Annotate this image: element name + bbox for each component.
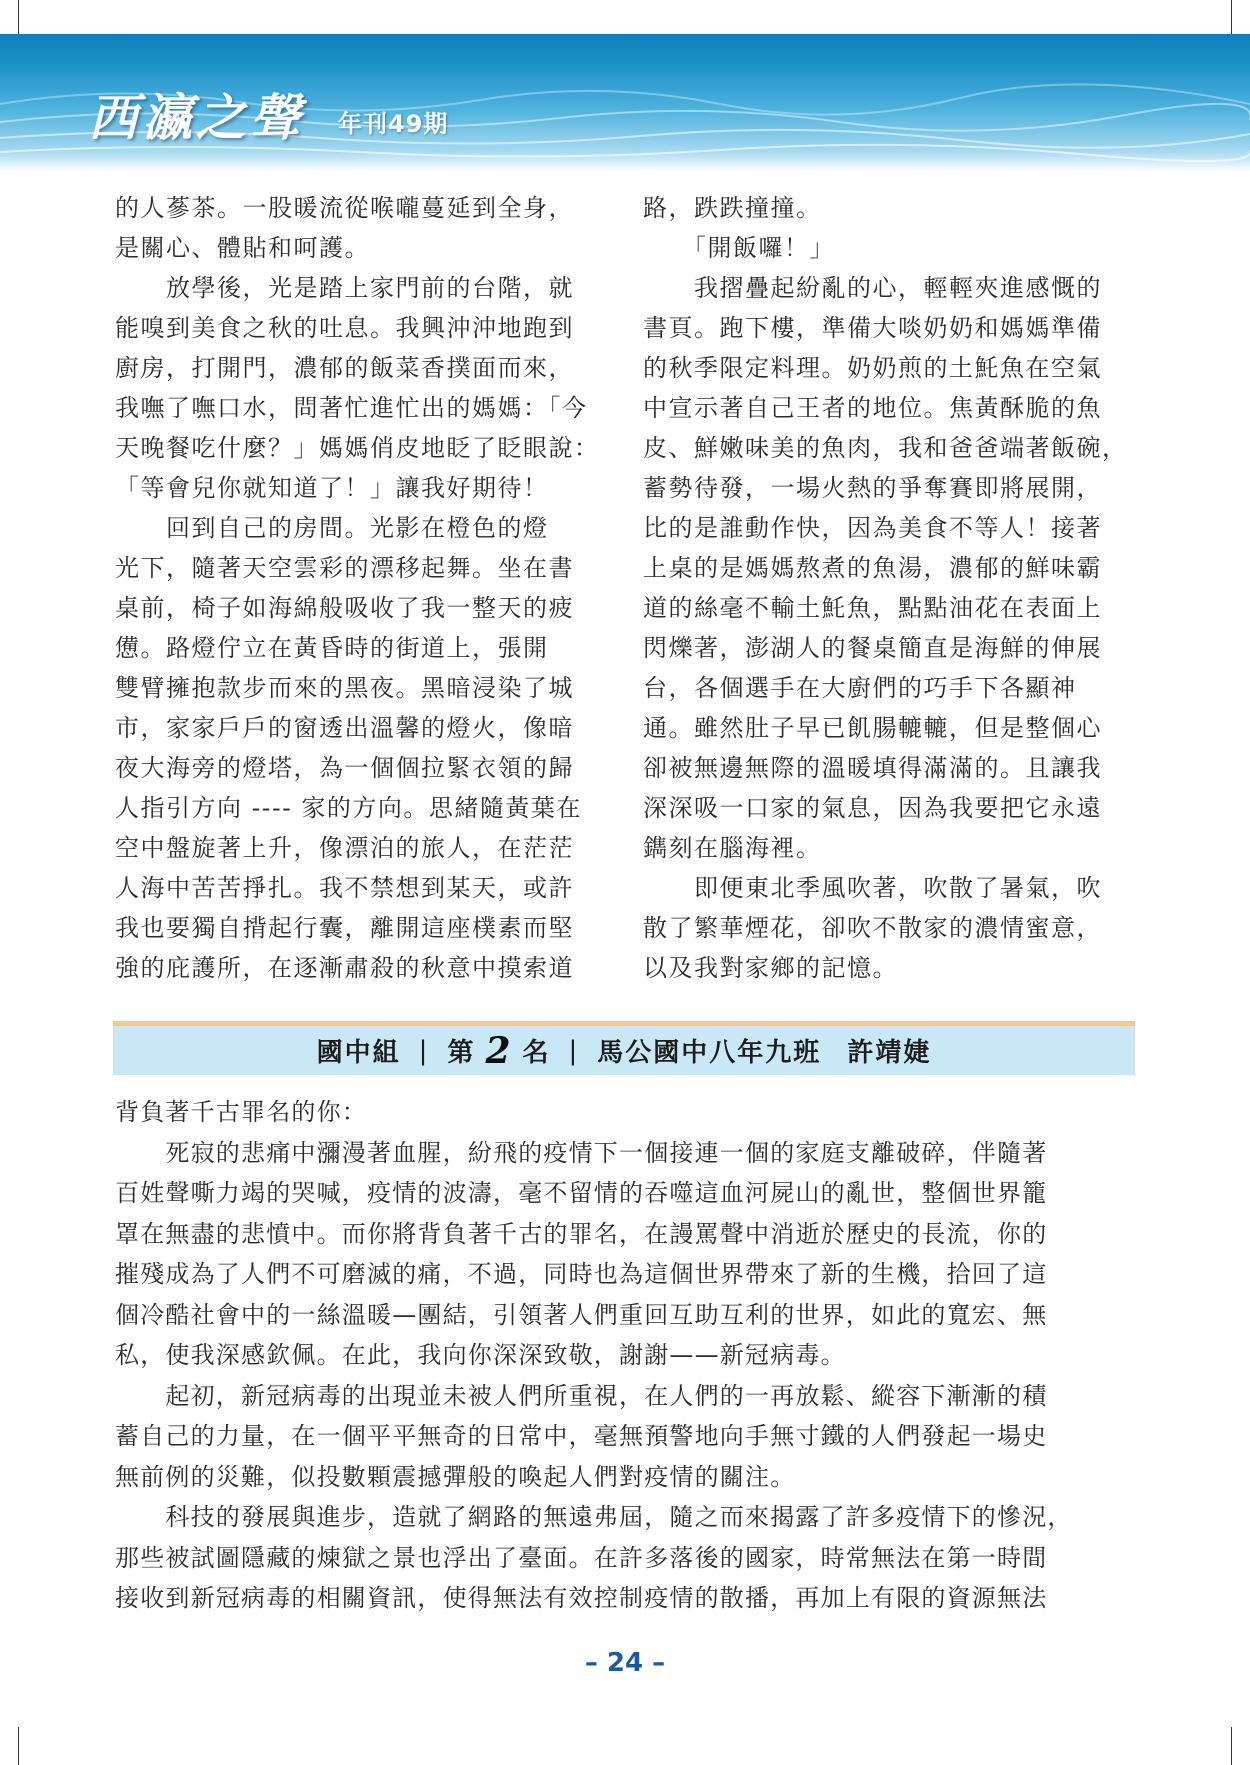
paragraph: 回到自己的房間。光影在橙色的燈 光下，隨著天空雲彩的漂移起舞。坐在書 桌前，椅子如海綿般吸收了我一整天的疲 憊。路燈佇立在黃昏時的街道上，張開 雙臂擁抱款步而來的黑夜。黑暗浸染了城 市，家家戶戶的窗透出溫馨的燈火，像暗 夜大海旁的燈塔，為一個個拉緊衣領的歸 人指引方向 ---- 家的方向。思緒隨黃葉在 空中盤旋著上升，像漂泊的旅人，在茫茫 人海中苦苦掙扎。我不禁想到某天，或許 我也要獨自揹起行囊，離開這座樸素而堅 強的庇護所，在逐漸肅殺的秋意中摸索道 <box>115 514 582 982</box>
paragraph: 起初，新冠病毒的出現並未被人們所重視，在人們的一再放鬆、縱容下漸漸的積 蓄自己的力量，在一個平平無奇的日常中，毫無預警地向手無寸鐵的人們發起一場史 無前例的災難，似投數顆震撼彈般的喚起人們對疫情的關注。 <box>115 1381 1048 1491</box>
banner-group: 國中組 <box>316 1038 401 1068</box>
banner-school: 馬公國中八年九班 <box>597 1038 822 1068</box>
article-right-column <box>643 188 1140 988</box>
paragraph: 放學後，光是踏上家門前的台階，就 能嗅到美食之秋的吐息。我興沖沖地跑到 廚房，打開門，濃郁的飯菜香撲面而來， 我嘸了嘸口水，問著忙進忙出的媽媽：「今 天晚餐吃什麼？」媽媽俏皮地眨了眨眼說： 「等會兒你就知道了！」讓我好期待！ <box>115 274 600 502</box>
crop-mark <box>1231 1727 1232 1765</box>
paragraph: 死寂的悲痛中瀰漫著血腥，紛飛的疫情下一個接連一個的家庭支離破碎，伴隨著 百姓聲嘶力竭的哭喊，疫情的波濤，毫不留情的吞噬這血河屍山的亂世，整個世界籠 罩在無盡的悲憤中。而你將背負著千古的罪名，在謾罵聲中消逝於歷史的長流，你的 摧殘成為了人們不可磨滅的痛，不過，同時也為這個世界帶來了新的生機，拾回了這 個冷酷社會中的一絲溫暖—團結，引領著人們重回互助互利的世界，如此的寬宏、無 私，使我深感欽佩。在此，我向你深深致敬，謝謝——新冠病毒。 <box>115 1138 1048 1369</box>
banner-separator: | <box>568 1035 580 1066</box>
issue-label: 年刊49期 <box>338 110 449 138</box>
paragraph: 科技的發展與進步，造就了網路的無遠弗屆，隨之而來揭露了許多疫情下的慘況， 那些被試圖隱藏的煉獄之景也浮出了臺面。在許多落後的國家，時常無法在第一時間 接收到新冠病毒的相關資訊，使得無法有效控制疫情的散播，再加上有限的資源無法 <box>115 1503 1073 1612</box>
salutation: 背負著千古罪名的你： <box>115 1098 367 1126</box>
banner-separator: | <box>418 1035 430 1066</box>
award-banner <box>113 1021 1135 1075</box>
crop-mark <box>18 1727 19 1765</box>
paragraph: 即便東北季風吹著，吹散了暑氣，吹 散了繁華煙花，卻吹不散家的濃情蜜意， 以及我對家鄉的記憶。 <box>643 874 1102 982</box>
banner-rank-number: 2 <box>485 1029 513 1072</box>
page-number: – 24 – <box>584 1648 666 1678</box>
paragraph: 的人蔘茶。一股暖流從喉嚨蔓延到全身， 是關心、體貼和呵護。 <box>115 194 574 262</box>
banner-rank-suffix: 名 <box>522 1038 551 1068</box>
banner-rank-prefix: 第 <box>447 1038 476 1068</box>
paragraph: 「開飯囉！」 <box>643 234 835 262</box>
crop-mark <box>18 0 19 38</box>
essay-body <box>115 1092 1137 1619</box>
crop-mark <box>1231 0 1232 38</box>
paragraph: 我摺疊起紛亂的心，輕輕夾進感慨的 書頁。跑下樓，準備大啖奶奶和媽媽準備 的秋季限定料理。奶奶煎的土魠魚在空氣 中宣示著自己王者的地位。焦黃酥脆的魚 皮、鮮嫩味美的魚肉，我和爸爸端著飯碗， 蓄勢待發，一場火熱的爭奪賽即將展開， 比的是誰動作快，因為美食不等人！接著 上桌的是媽媽熬煮的魚湯，濃郁的鮮味霸 道的絲毫不輸土魠魚，點點油花在表面上 閃爍著，澎湖人的餐桌簡直是海鮮的伸展 台，各個選手在大廚們的巧手下各顯神 通。雖然肚子早已飢腸轆轆，但是整個心 卻被無邊無際的溫暖填得滿滿的。且讓我 深深吸一口家的氣息，因為我要把它永遠 鐫刻在腦海裡。 <box>643 274 1128 862</box>
banner-author: 許靖婕 <box>847 1038 932 1068</box>
magazine-logo: 西瀛之聲 <box>88 88 304 147</box>
article-left-column <box>115 188 612 988</box>
paragraph: 路，跌跌撞撞。 <box>643 194 822 222</box>
